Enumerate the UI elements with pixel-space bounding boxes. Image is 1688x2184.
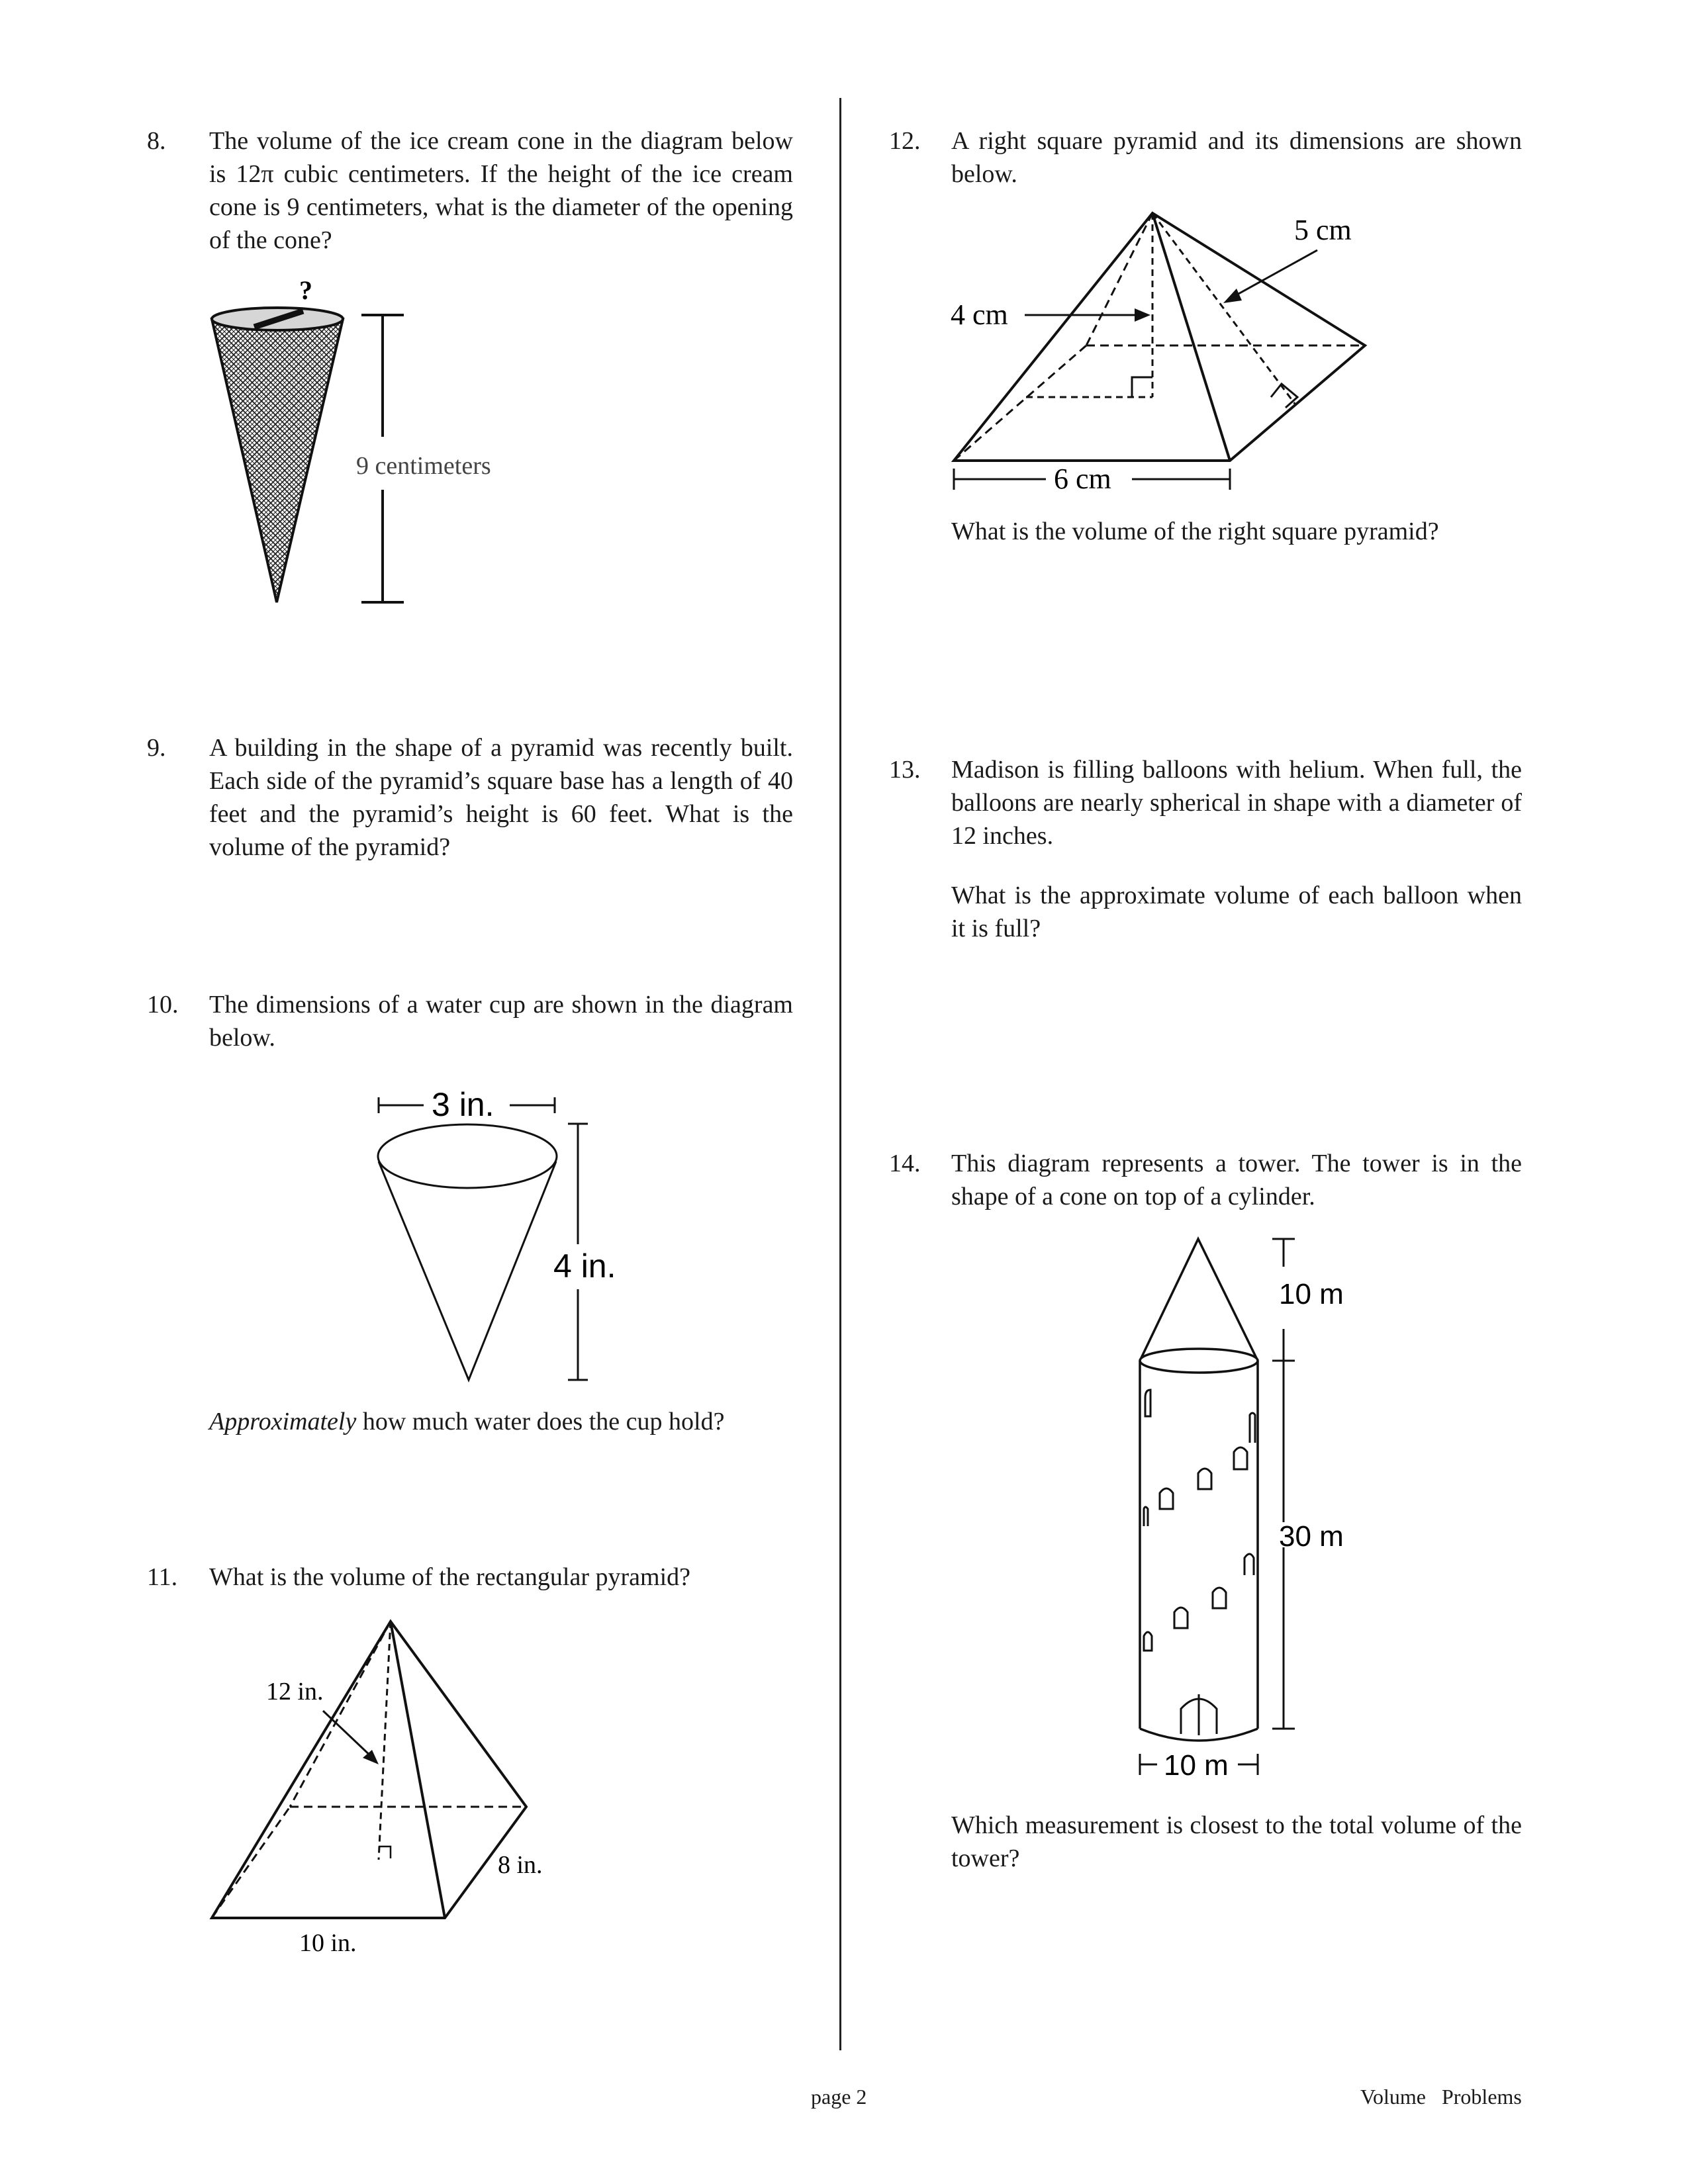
- question-number: 12.: [889, 127, 921, 155]
- cup-body-shape: [379, 1161, 556, 1380]
- slant-label: 5 cm: [1294, 214, 1352, 246]
- column-divider: [839, 98, 841, 2050]
- unknown-label: ?: [299, 275, 312, 305]
- base-label: 6 cm: [1054, 463, 1111, 495]
- length-label: 10 in.: [299, 1929, 357, 1957]
- page-number: page 2: [811, 2085, 867, 2109]
- question-text: A right square pyramid and its dimensions are shown below.: [951, 127, 1522, 188]
- cup-rim-shape: [378, 1124, 557, 1188]
- cone-body-shape: [212, 319, 343, 602]
- question-number: 10.: [147, 991, 179, 1019]
- diameter-label: 10 m: [1164, 1749, 1229, 1782]
- rectangular-pyramid-diagram: [199, 1608, 569, 1966]
- document-title: Volume Problems: [1360, 2085, 1522, 2109]
- question-10-prompt: [209, 1405, 805, 1438]
- tower-cone-shape: [1140, 1239, 1258, 1361]
- question-number: 14.: [889, 1150, 921, 1177]
- height-label: 4 cm: [951, 298, 1008, 331]
- question-14-prompt: Which measurement is closest to the total volume of the tower?: [951, 1811, 1522, 1872]
- question-number: 9.: [147, 734, 166, 762]
- width-label: 8 in.: [498, 1851, 543, 1879]
- square-pyramid-diagram: [940, 199, 1443, 510]
- tower-diagram: [1125, 1231, 1390, 1787]
- ice-cream-cone-diagram: [192, 271, 536, 615]
- question-text: Madison is filling balloons with helium. When full, the balloons are nearly spherical in shape with a diameter of 12 inches.: [951, 756, 1522, 850]
- diameter-label: 3 in.: [432, 1086, 494, 1123]
- window-icons: [1144, 1390, 1255, 1735]
- height-label: 9 centimeters: [356, 452, 491, 480]
- cylinder-height-label: 30 m: [1279, 1520, 1344, 1553]
- question-text: What is the volume of the rectangular pyramid?: [209, 1563, 691, 1591]
- emphasis-text: Approximately: [209, 1408, 357, 1435]
- question-text: A building in the shape of a pyramid was recently built. Each side of the pyramid’s square base has a length of 40 feet and the pyramid’s height is 60 feet. What is the volume of the pyramid?: [209, 734, 793, 861]
- question-text: The dimensions of a water cup are shown in the diagram below.: [209, 991, 793, 1052]
- cone-height-label: 10 m: [1279, 1278, 1344, 1310]
- question-number: 13.: [889, 756, 921, 784]
- question-text: The volume of the ice cream cone in the diagram below is 12π cubic centimeters. If the height of the ice cream cone is 9 centimeters, what is the diameter of the opening of the cone?: [209, 127, 793, 254]
- height-label: 12 in.: [266, 1678, 324, 1706]
- prompt-text: how much water does the cup hold?: [356, 1408, 725, 1435]
- height-label: 4 in.: [553, 1248, 616, 1285]
- water-cup-diagram: [371, 1066, 649, 1390]
- question-number: 11.: [147, 1563, 178, 1591]
- question-text: This diagram represents a tower. The tower is in the shape of a cone on top of a cylinder.: [951, 1150, 1522, 1210]
- question-number: 8.: [147, 127, 166, 155]
- question-13-prompt: What is the approximate volume of each balloon when it is full?: [951, 882, 1522, 942]
- question-12-prompt: What is the volume of the right square pyramid?: [951, 518, 1439, 545]
